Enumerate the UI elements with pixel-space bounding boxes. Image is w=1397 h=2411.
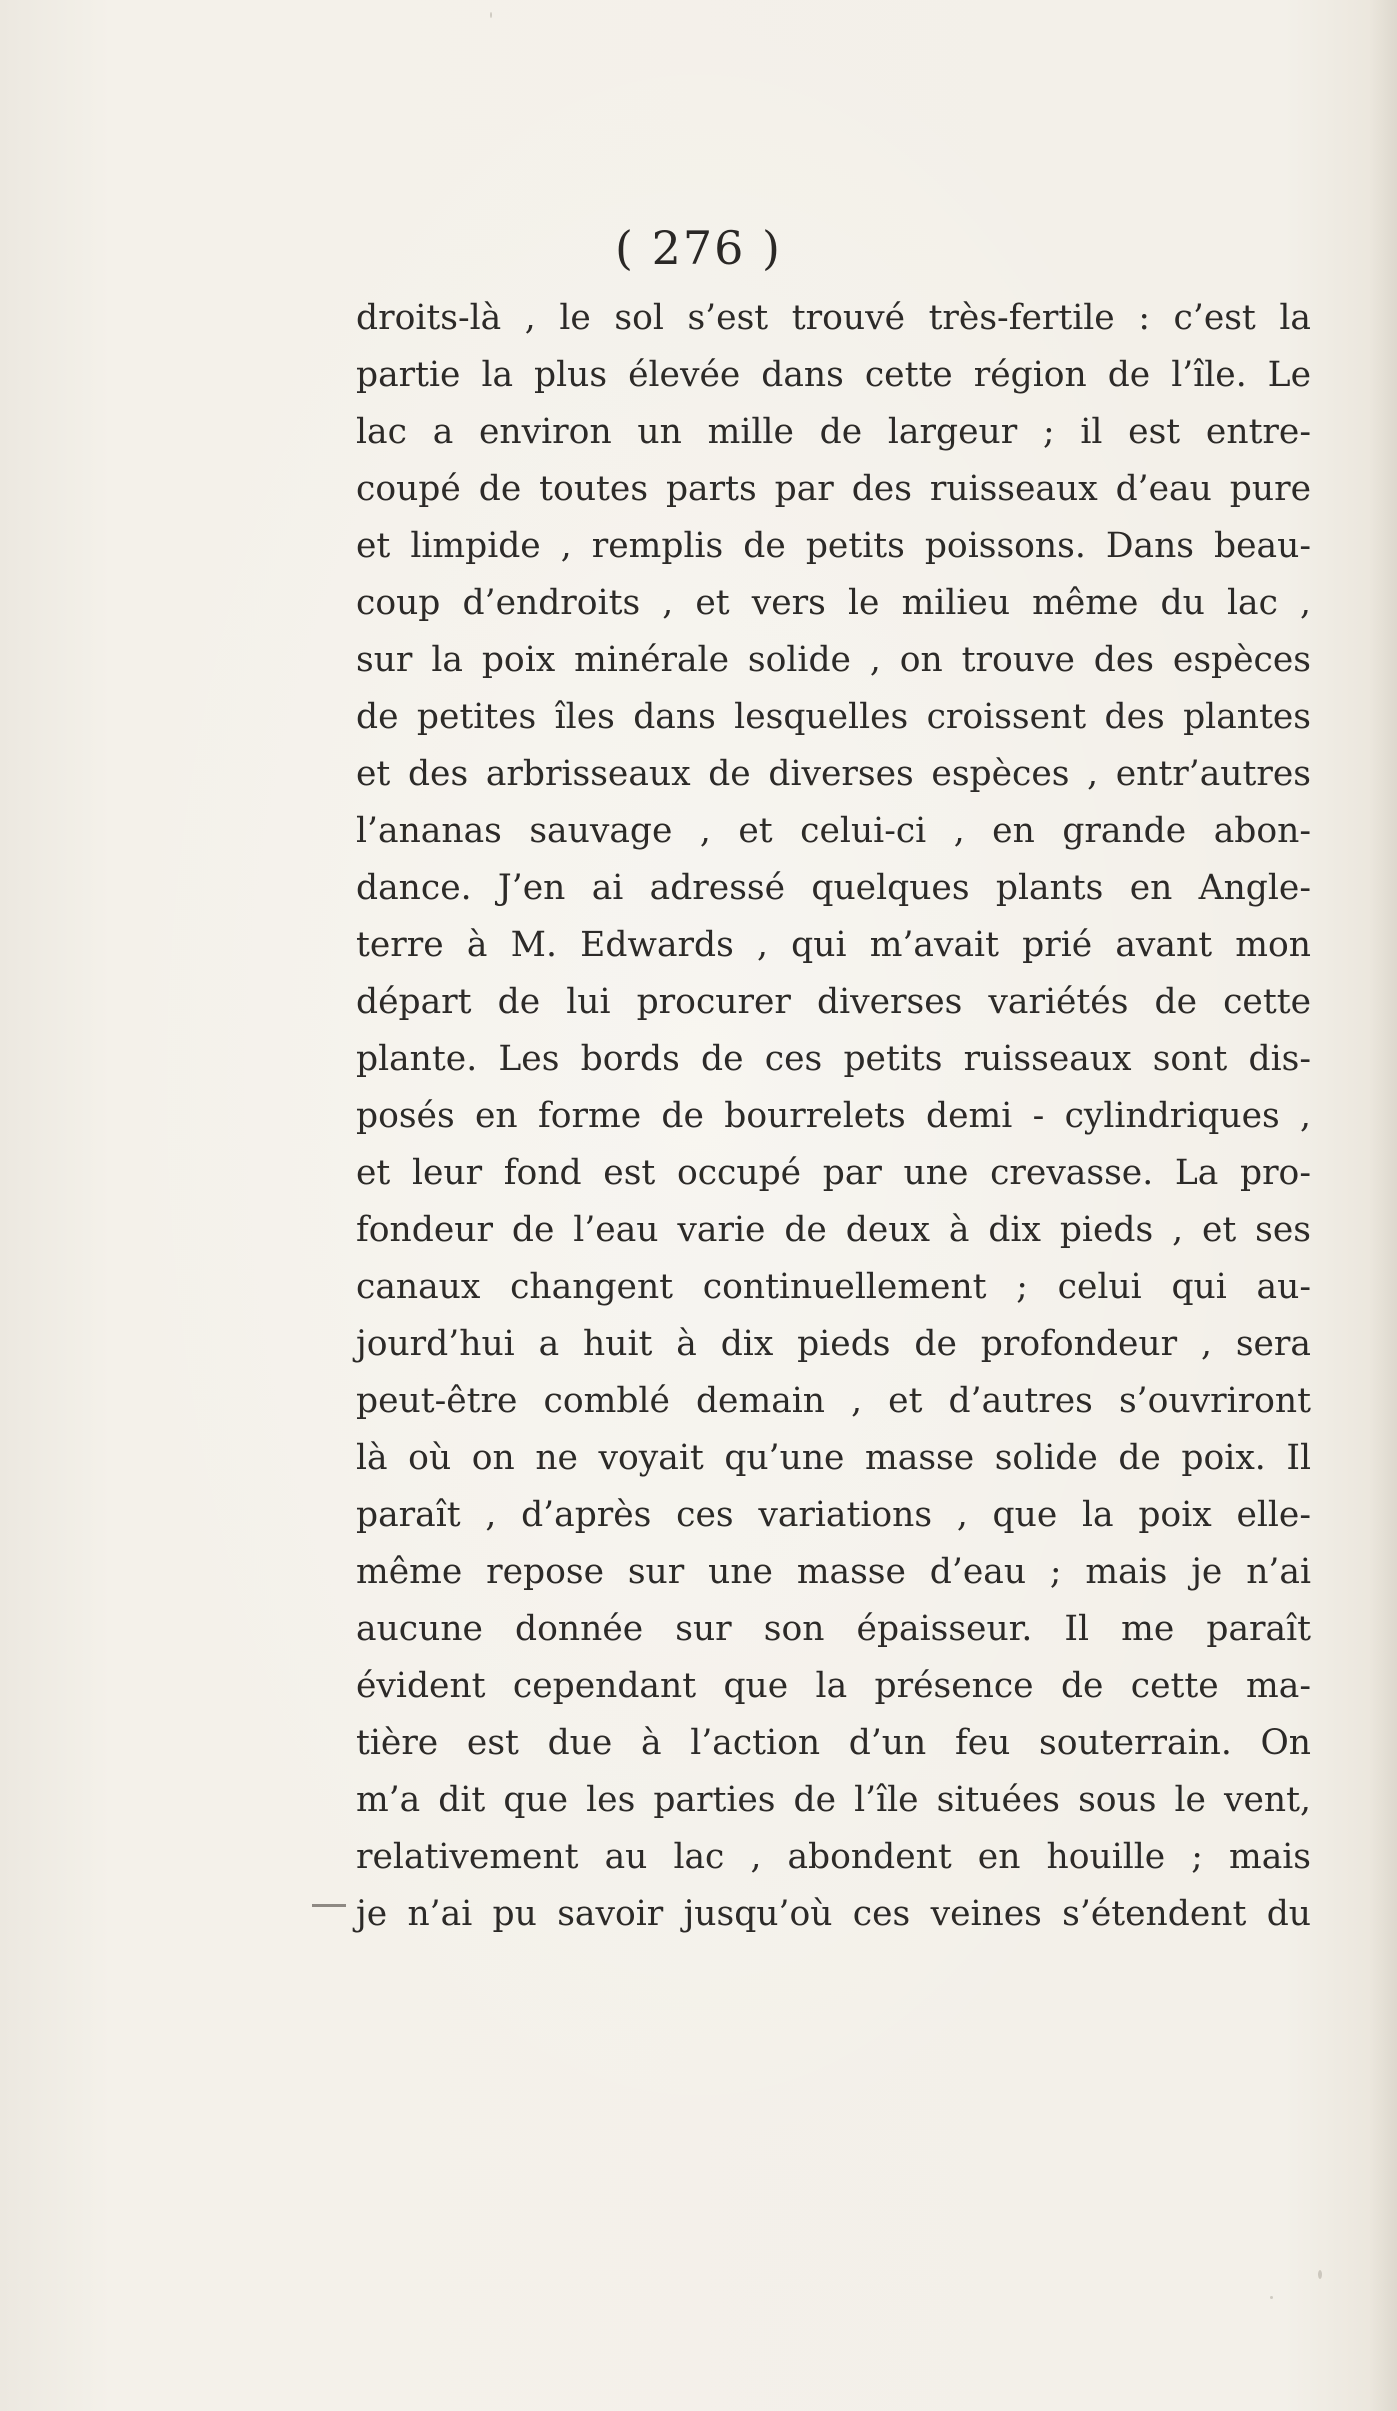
text-line: relativement au lac , abondent en houille ; mais	[356, 1837, 1311, 1877]
text-line: canaux changent continuellement ; celui qui au-	[356, 1267, 1311, 1307]
text-line: l’ananas sauvage , et celui-ci , en grande abon-	[356, 811, 1311, 851]
text-line: posés en forme de bourrelets demi - cylindriques ,	[356, 1096, 1311, 1136]
text-line: partie la plus élevée dans cette région de l’île. Le	[356, 355, 1311, 395]
text-line: de petites îles dans lesquelles croissent des plantes	[356, 697, 1311, 737]
paper-speck	[1318, 2270, 1322, 2279]
text-line: je n’ai pu savoir jusqu’où ces veines s’étendent du	[356, 1894, 1311, 1934]
text-line: et des arbrisseaux de diverses espèces , entr’autres	[356, 754, 1311, 794]
text-line: peut-être comblé demain , et d’autres s’ouvriront	[356, 1381, 1311, 1421]
text-line: plante. Les bords de ces petits ruisseaux sont dis-	[356, 1039, 1311, 1079]
text-line: évident cependant que la présence de cette ma-	[356, 1666, 1311, 1706]
text-line: coup d’endroits , et vers le milieu même du lac ,	[356, 583, 1311, 623]
page-edge-shadow	[1369, 0, 1397, 2411]
page-number: ( 276 )	[615, 221, 782, 275]
text-line: terre à M. Edwards , qui m’avait prié avant mon	[356, 925, 1311, 965]
text-line: et leur fond est occupé par une crevasse. La pro-	[356, 1153, 1311, 1193]
body-text	[356, 290, 1311, 1943]
text-line: fondeur de l’eau varie de deux à dix pieds , et ses	[356, 1210, 1311, 1250]
text-line: départ de lui procurer diverses variétés de cette	[356, 982, 1311, 1022]
text-line: jourd’hui a huit à dix pieds de profondeur , sera	[356, 1324, 1311, 1364]
text-line: et limpide , remplis de petits poissons. Dans beau-	[356, 526, 1311, 566]
text-line: lac a environ un mille de largeur ; il est entre-	[356, 412, 1311, 452]
text-line: paraît , d’après ces variations , que la poix elle-	[356, 1495, 1311, 1535]
margin-pencil-mark	[312, 1904, 346, 1907]
text-line: m’a dit que les parties de l’île situées sous le vent,	[356, 1780, 1311, 1820]
text-line: aucune donnée sur son épaisseur. Il me paraît	[356, 1609, 1311, 1649]
text-line: sur la poix minérale solide , on trouve des espèces	[356, 640, 1311, 680]
text-line: tière est due à l’action d’un feu souterrain. On	[356, 1723, 1311, 1763]
text-line: coupé de toutes parts par des ruisseaux d’eau pure	[356, 469, 1311, 509]
text-line: droits-là , le sol s’est trouvé très-fertile : c’est la	[356, 298, 1311, 338]
text-line: là où on ne voyait qu’une masse solide de poix. Il	[356, 1438, 1311, 1478]
text-line: même repose sur une masse d’eau ; mais je n’ai	[356, 1552, 1311, 1592]
paper-speck	[490, 12, 492, 18]
paper-speck	[1270, 2296, 1273, 2299]
text-line: dance. J’en ai adressé quelques plants en Angle-	[356, 868, 1311, 908]
